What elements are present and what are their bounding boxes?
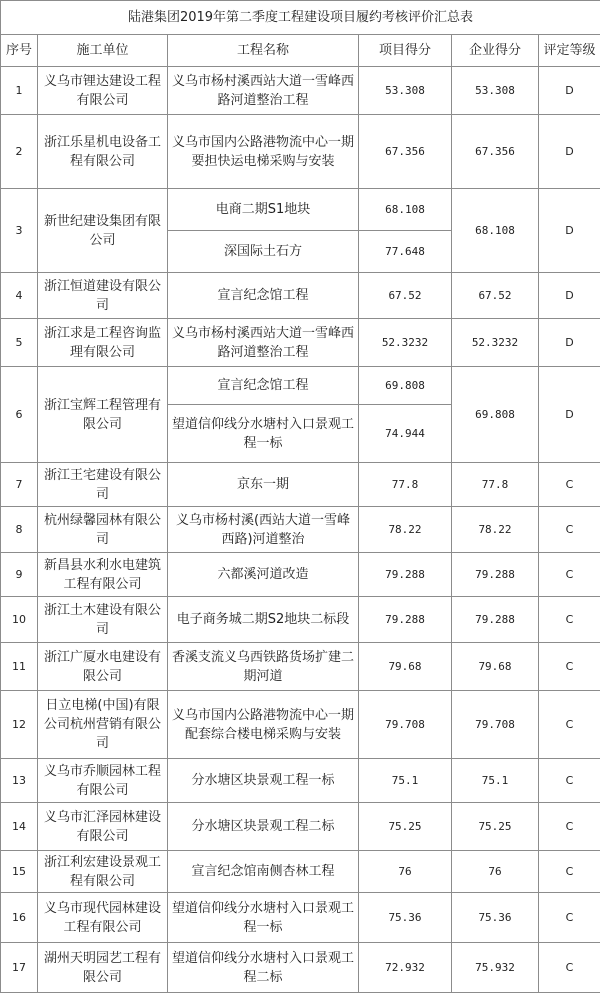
evaluation-grade: C [539,943,600,993]
row-index: 17 [1,943,38,993]
construction-unit: 新世纪建设集团有限公司 [38,189,168,273]
project-name: 义乌市杨村溪西站大道一雪峰西路河道整治工程 [168,67,359,115]
project-name: 义乌市杨村溪(西站大道一雪峰西路)河道整治 [168,507,359,553]
table-row [1,319,600,367]
project-score: 79.288 [359,553,452,597]
table-row [1,759,600,803]
evaluation-grade: C [539,759,600,803]
table-row [1,643,600,691]
table-row [1,851,600,893]
header-index: 序号 [1,35,38,67]
evaluation-grade: C [539,597,600,643]
company-score: 79.288 [452,597,539,643]
table-row [1,597,600,643]
project-score: 72.932 [359,943,452,993]
row-index: 8 [1,507,38,553]
company-score: 79.68 [452,643,539,691]
row-index: 16 [1,893,38,943]
construction-unit: 浙江恒道建设有限公司 [38,273,168,319]
construction-unit: 新昌县水利水电建筑工程有限公司 [38,553,168,597]
evaluation-grade: D [539,367,600,463]
row-index: 11 [1,643,38,691]
construction-unit: 浙江利宏建设景观工程有限公司 [38,851,168,893]
construction-unit: 杭州绿馨园林有限公司 [38,507,168,553]
row-index: 4 [1,273,38,319]
company-score: 69.808 [452,367,539,463]
evaluation-grade: D [539,189,600,273]
table-row [1,507,600,553]
project-score: 53.308 [359,67,452,115]
table-row [1,691,600,759]
project-score: 69.808 [359,367,452,405]
project-name: 义乌市杨村溪西站大道一雪峰西路河道整治工程 [168,319,359,367]
evaluation-grade: C [539,893,600,943]
project-name: 六都溪河道改造 [168,553,359,597]
project-score: 76 [359,851,452,893]
company-score: 75.36 [452,893,539,943]
row-index: 9 [1,553,38,597]
project-name: 宣言纪念馆工程 [168,273,359,319]
row-index: 12 [1,691,38,759]
company-score: 79.288 [452,553,539,597]
row-index: 3 [1,189,38,273]
row-index: 5 [1,319,38,367]
project-name: 宣言纪念馆南侧杏林工程 [168,851,359,893]
company-score: 67.52 [452,273,539,319]
table-row [1,367,600,405]
construction-unit: 义乌市锂达建设工程有限公司 [38,67,168,115]
table-title: 陆港集团2019年第二季度工程建设项目履约考核评价汇总表 [1,1,600,35]
project-name: 义乌市国内公路港物流中心一期要担快运电梯采购与安装 [168,115,359,189]
project-score: 67.52 [359,273,452,319]
evaluation-grade: C [539,691,600,759]
construction-unit: 义乌市汇泽园林建设有限公司 [38,803,168,851]
row-index: 2 [1,115,38,189]
company-score: 76 [452,851,539,893]
project-score: 75.1 [359,759,452,803]
evaluation-grade: D [539,319,600,367]
construction-unit: 义乌市现代园林建设工程有限公司 [38,893,168,943]
company-score: 75.25 [452,803,539,851]
construction-unit: 浙江乐星机电设备工程有限公司 [38,115,168,189]
header-project-score: 项目得分 [359,35,452,67]
evaluation-grade: C [539,463,600,507]
project-score: 79.68 [359,643,452,691]
project-name: 望道信仰线分水塘村入口景观工程一标 [168,893,359,943]
company-score: 68.108 [452,189,539,273]
row-index: 10 [1,597,38,643]
project-name: 义乌市国内公路港物流中心一期配套综合楼电梯采购与安装 [168,691,359,759]
company-score: 75.932 [452,943,539,993]
row-index: 1 [1,67,38,115]
project-score: 52.3232 [359,319,452,367]
company-score: 52.3232 [452,319,539,367]
row-index: 6 [1,367,38,463]
project-name: 望道信仰线分水塘村入口景观工程二标 [168,943,359,993]
header-unit: 施工单位 [38,35,168,67]
company-score: 77.8 [452,463,539,507]
evaluation-grade: C [539,643,600,691]
header-company-score: 企业得分 [452,35,539,67]
project-name: 香溪支流义乌西铁路货场扩建二期河道 [168,643,359,691]
project-name: 深国际土石方 [168,231,359,273]
project-name: 分水塘区块景观工程一标 [168,759,359,803]
construction-unit: 湖州天明园艺工程有限公司 [38,943,168,993]
header-row [1,35,600,67]
row-index: 7 [1,463,38,507]
table-row [1,67,600,115]
project-score: 75.25 [359,803,452,851]
project-name: 分水塘区块景观工程二标 [168,803,359,851]
project-score: 77.648 [359,231,452,273]
construction-unit: 浙江王宅建设有限公司 [38,463,168,507]
evaluation-grade: D [539,115,600,189]
project-name: 电子商务城二期S2地块二标段 [168,597,359,643]
project-score: 79.288 [359,597,452,643]
header-grade: 评定等级 [539,35,600,67]
construction-unit: 义乌市乔顺园林工程有限公司 [38,759,168,803]
company-score: 53.308 [452,67,539,115]
row-index: 14 [1,803,38,851]
construction-unit: 日立电梯(中国)有限公司杭州营销有限公司 [38,691,168,759]
table-row [1,553,600,597]
table-row [1,115,600,189]
construction-unit: 浙江宝辉工程管理有限公司 [38,367,168,463]
table-row [1,463,600,507]
row-index: 13 [1,759,38,803]
evaluation-grade: D [539,273,600,319]
construction-unit: 浙江求是工程咨询监理有限公司 [38,319,168,367]
project-score: 79.708 [359,691,452,759]
company-score: 79.708 [452,691,539,759]
table-row [1,943,600,993]
project-score: 67.356 [359,115,452,189]
project-score: 74.944 [359,405,452,463]
table-row [1,189,600,231]
project-score: 78.22 [359,507,452,553]
project-name: 望道信仰线分水塘村入口景观工程一标 [168,405,359,463]
project-name: 宣言纪念馆工程 [168,367,359,405]
header-project: 工程名称 [168,35,359,67]
table-row [1,273,600,319]
construction-unit: 浙江土木建设有限公司 [38,597,168,643]
table-row [1,893,600,943]
company-score: 67.356 [452,115,539,189]
row-index: 15 [1,851,38,893]
table-row [1,803,600,851]
evaluation-grade: D [539,67,600,115]
project-score: 68.108 [359,189,452,231]
evaluation-grade: C [539,507,600,553]
project-score: 77.8 [359,463,452,507]
company-score: 78.22 [452,507,539,553]
project-name: 电商二期S1地块 [168,189,359,231]
project-score: 75.36 [359,893,452,943]
company-score: 75.1 [452,759,539,803]
project-name: 京东一期 [168,463,359,507]
evaluation-grade: C [539,851,600,893]
evaluation-grade: C [539,803,600,851]
evaluation-grade: C [539,553,600,597]
construction-unit: 浙江广厦水电建设有限公司 [38,643,168,691]
